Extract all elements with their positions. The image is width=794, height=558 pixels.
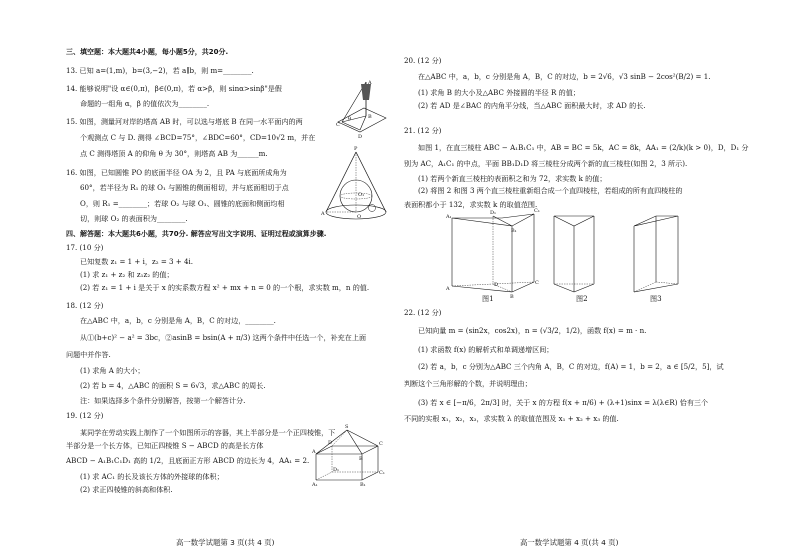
question-17-line1: 已知复数 z₁ = 1 + i，z₂ = 3 + 4i. xyxy=(80,257,194,266)
label-C: C xyxy=(336,122,340,128)
question-20-title: 20. (12 分) xyxy=(404,56,442,65)
question-20-line1: 在△ABC 中，a，b，c 分别是角 A，B，C 的对边，b = 2√6，√3 sinB − 2cos²(B/2) = 1. xyxy=(418,72,711,81)
label-D1: D₁ xyxy=(333,467,340,473)
question-22-line4: 判断这个三角形解的个数，并说明理由； xyxy=(404,379,532,388)
question-22-line1: 已知向量 m = (sin2x，cos2x)，n = (√3/2，1/2)，函数 f(x) = m · n. xyxy=(418,326,647,335)
question-18-line3: 问题中并作答. xyxy=(66,350,111,359)
section3-header: 三、填空题：本大题共4小题，每小题5分，共20分. xyxy=(66,48,229,56)
question-18-line5: (2) 若 b = 4，△ABC 的面积 S = 6√3，求△ABC 的周长. xyxy=(80,381,266,390)
question-14-line2: 命题的一组角 α，β 的值依次为________. xyxy=(80,99,210,108)
question-19-line4: (1) 求 AC₁ 的长及该长方体的外接球的体积； xyxy=(80,472,224,481)
question-16-line2: 60°，若半径为 R₁ 的球 O₁ 与圆锥的侧面相切，并与底面相切于点 xyxy=(80,183,289,192)
label-D: D xyxy=(328,440,333,446)
label-B1: B₁ xyxy=(511,228,517,234)
question-21-line4: (2) 将图 2 和图 3 两个直三棱柱重新组合成一个直四棱柱，若组成的所有直四棱柱的 xyxy=(418,186,683,195)
question-20-line3: (2) 若 AD 是∠BAC 的内角平分线，当△ABC 面积最大时，求 AD 的长. xyxy=(418,101,646,110)
footer-right: 高一数学试题第 4 页(共 4 页) xyxy=(520,538,619,547)
label-B: B xyxy=(510,294,514,300)
figure3-caption: 图3 xyxy=(650,294,662,303)
question-16-line4: 切，则球 O₂ 的表面积为________. xyxy=(80,214,188,223)
question-17-title: 17. (10 分) xyxy=(66,243,104,252)
question-16-line3: O，则 R₁ =________；若球 O₂ 与球 O₁、圆锥的底面和侧面均相 xyxy=(80,199,285,208)
question-21-line3: (1) 若两个新直三棱柱的表面积之和为 72，求实数 k 的值； xyxy=(418,174,607,183)
label-B: B xyxy=(368,114,372,120)
footer-left: 高一数学试题第 3 页(共 4 页) xyxy=(176,538,275,547)
label-A: A xyxy=(312,449,316,455)
question-21-line2: 别为 AC，A₁C₁ 的中点，平面 BB₁D₁D 将三棱柱分成两个新的直三棱柱(如图 2，3 所示). xyxy=(404,159,688,168)
question-19-line1: 某同学在劳动实践上制作了一个如图所示的容器，其上半部分是一个正四棱锥，下 xyxy=(80,428,336,437)
question-15-line3: 点 C 测得塔顶 A 的仰角 θ 为 30°，则塔高 AB 为______m. xyxy=(80,149,268,158)
label-P: P xyxy=(354,146,358,152)
question-13: 13. 已知 a=(1,m)，b=(3,−2)，若 a∥b，则 m=________. xyxy=(66,66,254,75)
question-19-title: 19. (12 分) xyxy=(66,411,104,420)
question-17-line2: (1) 求 z₁ + z₂ 和 z₁z₂ 的值； xyxy=(80,270,174,279)
question-14-line1: 14. 能够说明"设 α∈(0,π)，β∈(0,π)，若 α>β，则 sinα>sinβ"是假 xyxy=(66,84,282,93)
label-A1: A₁ xyxy=(312,482,318,488)
question-22-line5: (3) 若 x ∈ [−π/6，2π/3] 时，关于 x 的方程 f(x + π/6) + (λ+1)sinx = λ(λ∈R) 恰有三个 xyxy=(418,398,709,407)
question-16-line1: 16. 如图，已知圆锥 PO 的底面半径 OA 为 2，且 PA 与底面所成角为 xyxy=(66,168,287,177)
question-22-line6: 不同的实根 x₁，x₂，x₃，求实数 λ 的取值范围及 x₁ + x₂ + x₃ 的值. xyxy=(404,414,619,423)
question-18-line4: (1) 求角 A 的大小； xyxy=(80,366,145,375)
figure1-caption: 图1 xyxy=(482,294,494,303)
tower-figure xyxy=(330,80,390,142)
question-18-title: 18. (12 分) xyxy=(66,301,104,310)
cone-figure xyxy=(320,146,390,222)
question-18-note: 注：如果选择多个条件分别解答，按第一个解答计分. xyxy=(80,396,246,405)
label-D: D xyxy=(494,282,499,288)
label-A: A xyxy=(321,211,325,217)
question-19-line2: 半部分是一个长方体，已知正四棱锥 S − ABCD 的高是长方体 xyxy=(66,441,264,450)
question-18-line1: 在△ABC 中，a，b，c 分别是角 A，B，C 的对边，________. xyxy=(80,316,276,325)
label-A1: A₁ xyxy=(446,214,452,220)
figure2-caption: 图2 xyxy=(576,294,588,303)
question-19-line5: (2) 求正四棱锥的斜高和体积. xyxy=(80,485,173,494)
label-B: B xyxy=(359,456,363,462)
question-22-line3: (2) 若 a，b，c 分别为△ABC 三个内角 A，B，C 的对边，f(A) = 1，b = 2，a ∈ [5/2，5]，试 xyxy=(418,362,724,371)
label-C1: C₁ xyxy=(534,208,540,214)
question-21-title: 21. (12 分) xyxy=(404,126,442,135)
question-17-line3: (2) 若 z₁ = 1 + i 是关于 x 的实系数方程 x² + mx + n = 0 的一个根，求实数 m，n 的值. xyxy=(80,283,370,292)
container-figure xyxy=(312,424,384,490)
section4-header: 四、解答题：本大题共6小题，共70分. 解答应写出文字说明、证明过程或演算步骤. xyxy=(66,230,327,238)
question-21-line5: 表面积都小于 132，求实数 k 的取值范围. xyxy=(404,200,538,209)
question-22-title: 22. (12 分) xyxy=(404,308,442,317)
label-C1: C₁ xyxy=(379,470,385,476)
question-20-line2: (1) 求角 B 的大小及△ABC 外接圆的半径 R 的值； xyxy=(418,88,580,97)
question-22-line2: (1) 求函数 f(x) 的解析式和单调递增区间； xyxy=(418,345,554,354)
label-A: A xyxy=(446,286,450,292)
label-C: C xyxy=(379,441,383,447)
prism-figure-3 xyxy=(632,212,688,294)
label-D: D xyxy=(358,134,363,140)
question-15-line1: 15. 如图，测量河对岸的塔高 AB 时，可以选与塔底 B 在同一水平面内的两 xyxy=(66,117,303,126)
label-C: C xyxy=(535,280,539,286)
label-O: O xyxy=(357,214,362,220)
label-A: A xyxy=(368,80,372,86)
question-21-line1: 如图 1，在直三棱柱 ABC − A₁B₁C₁ 中，AB = BC = 5k，AC = 8k，AA₁ = (2/k)(k > 0)，D，D₁ 分 xyxy=(418,143,749,152)
question-18-line2: 从①(b+c)² − a² = 3bc，②asinB = bsin(A + π/3) 这两个条件中任选一个，补充在上面 xyxy=(80,333,367,342)
label-D1: D₁ xyxy=(490,210,497,216)
label-O1: O₁ xyxy=(358,192,365,198)
question-15-line2: 个观测点 C 与 D. 测得 ∠BCD=75°，∠BDC=60°，CD=10√2 m，并在 xyxy=(80,133,316,142)
label-B1: B₁ xyxy=(360,482,366,488)
label-S: S xyxy=(345,424,349,430)
label-theta: θ xyxy=(348,116,352,122)
question-19-line3: ABCD − A₁B₁C₁D₁ 高的 1/2，且底面正方形 ABCD 的边长为 4，AA₁ = 2. xyxy=(66,456,310,465)
prism-figure-2 xyxy=(552,212,608,294)
